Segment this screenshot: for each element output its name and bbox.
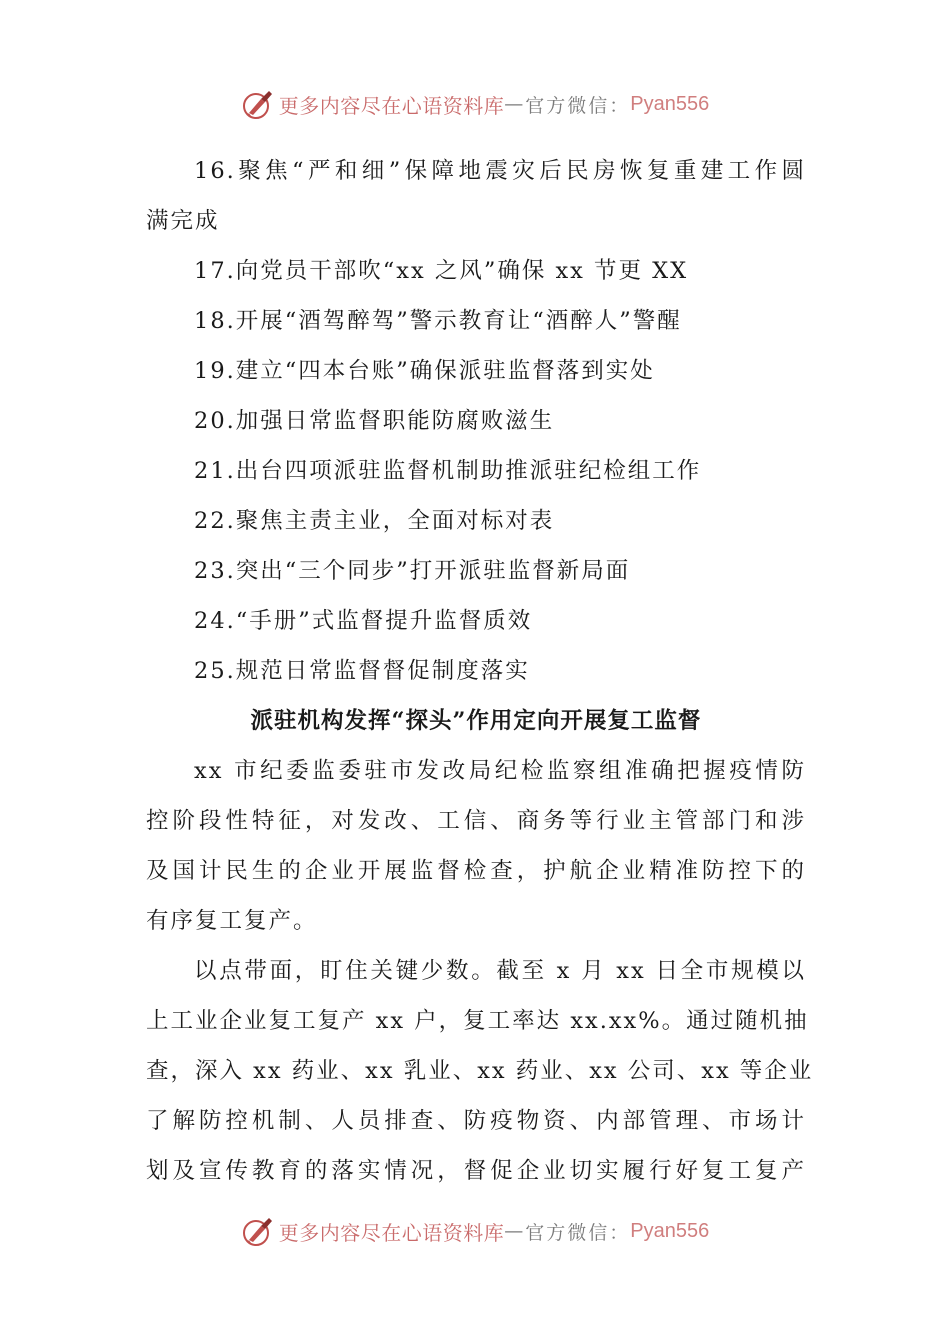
paragraph-1-line-4: 有序复工复产。 xyxy=(146,908,318,934)
header-watermark-banner xyxy=(0,84,950,124)
list-item-16-cont: 满完成 xyxy=(146,208,220,234)
list-item-16: 16.聚焦“严和细”保障地震灾后民房恢复重建工作圆 xyxy=(194,158,806,184)
banner-main-text: 更多内容尽在心语资料库 xyxy=(278,93,505,118)
banner-label: 官方微信： xyxy=(525,94,631,117)
document-body xyxy=(146,146,814,1196)
banner-dash: — xyxy=(504,93,526,115)
paragraph-2-line-4: 了解防控机制、人员排查、防疫物资、内部管理、市场计 xyxy=(146,1108,806,1134)
list-item-23: 23.突出“三个同步”打开派驻监督新局面 xyxy=(194,558,631,584)
footer-watermark-banner xyxy=(0,1211,950,1251)
list-item-20: 20.加强日常监督职能防腐败滋生 xyxy=(194,408,555,434)
list-item-22: 22.聚焦主责主业，全面对标对表 xyxy=(194,508,555,534)
paragraph-1-line-1: xx 市纪委监委驻市发改局纪检监察组准确把握疫情防 xyxy=(194,758,806,784)
banner-wechat-id: Pyan556 xyxy=(630,1219,710,1242)
list-item-25: 25.规范日常监督督促制度落实 xyxy=(194,658,530,684)
pen-logo-icon xyxy=(241,1214,275,1248)
list-item-19: 19.建立“四本台账”确保派驻监督落到实处 xyxy=(194,358,655,384)
list-item-17: 17.向党员干部吹“xx 之风”确保 xx 节更 XX xyxy=(194,258,689,284)
paragraph-2-line-2: 上工业企业复工复产 xx 户，复工率达 xx.xx%。通过随机抽 xyxy=(146,1008,809,1034)
list-item-24: 24.“手册”式监督提升监督质效 xyxy=(194,608,533,634)
banner-main-text: 更多内容尽在心语资料库 xyxy=(278,1220,505,1245)
pen-logo-icon xyxy=(241,87,275,121)
paragraph-2-line-3: 查，深入 xx 药业、xx 乳业、xx 药业、xx 公司、xx 等企业 xyxy=(146,1058,814,1084)
list-item-18: 18.开展“酒驾醉驾”警示教育让“酒醉人”警醒 xyxy=(194,308,682,334)
paragraph-1-line-2: 控阶段性特征，对发改、工信、商务等行业主管部门和涉 xyxy=(146,808,806,834)
banner-wechat-id: Pyan556 xyxy=(630,92,710,115)
banner-label: 官方微信： xyxy=(525,1221,631,1244)
list-item-21: 21.出台四项派驻监督机制助推派驻纪检组工作 xyxy=(194,458,702,484)
banner-dash: — xyxy=(504,1220,526,1242)
article-title: 派驻机构发挥“探头”作用定向开展复工监督 xyxy=(250,708,702,734)
paragraph-2-line-1: 以点带面，盯住关键少数。截至 x 月 xx 日全市规模以 xyxy=(194,958,806,984)
paragraph-2-line-5: 划及宣传教育的落实情况，督促企业切实履行好复工复产 xyxy=(146,1158,806,1184)
paragraph-1-line-3: 及国计民生的企业开展监督检查，护航企业精准防控下的 xyxy=(146,858,806,884)
